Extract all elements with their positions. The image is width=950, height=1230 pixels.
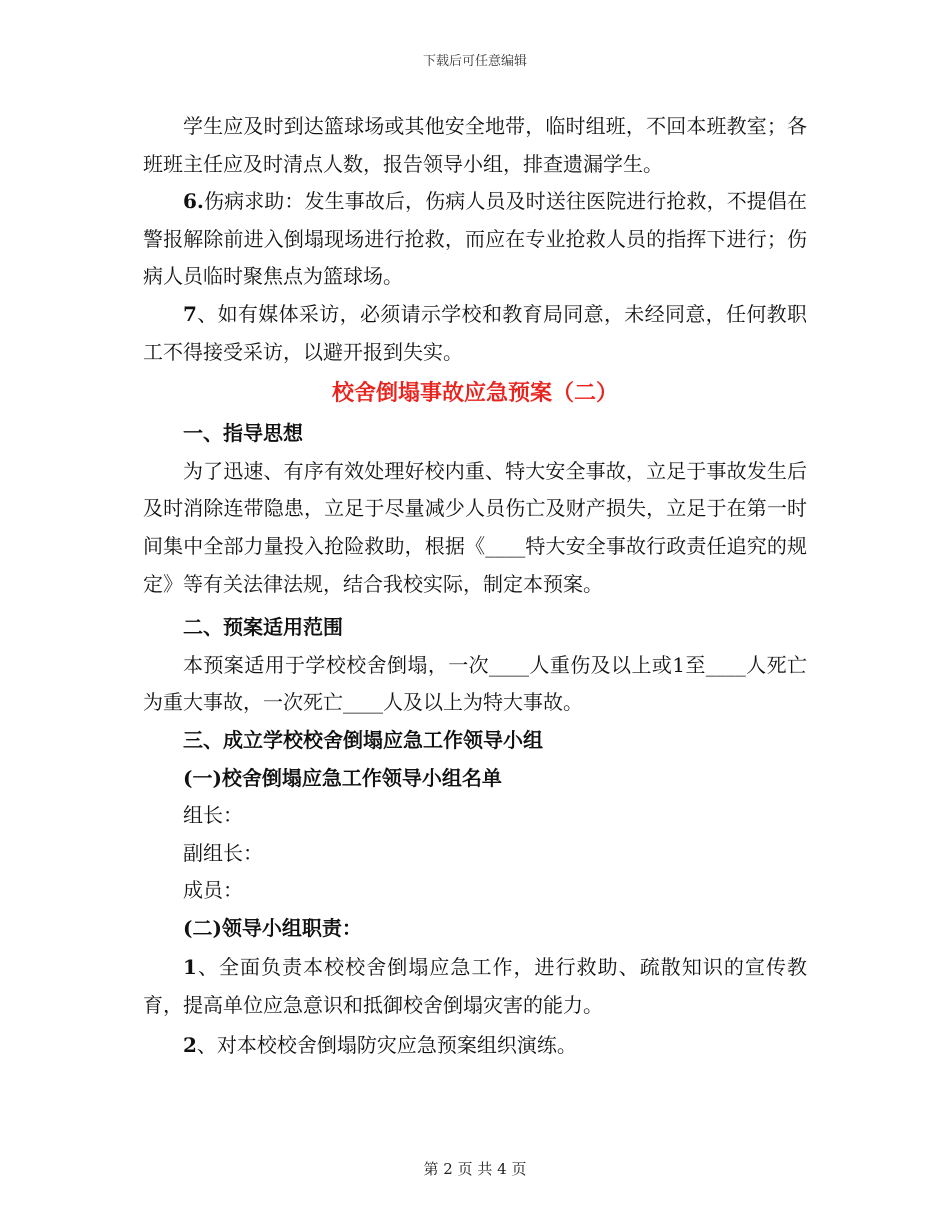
duty-number: 1 xyxy=(183,955,197,980)
duty-item xyxy=(143,1027,807,1065)
subsection-heading-member-list: (一)校舍倒塌应急工作领导小组名单 xyxy=(183,765,502,790)
duty-item xyxy=(143,949,807,1024)
subsection-heading-duties: (二)领导小组职责： xyxy=(183,915,362,940)
section-body-guiding-ideology: 为了迅速、有序有效处理好校内重、特大安全事故，立足于事故发生后及时消除连带隐患，立足于尽量减少人员伤亡及财产损失，立足于在第一时间集中全部力量投入抢险救助，根据《____特大安全事故行政责任追究的规定》等有关法律法规，结合我校实际，制定本预案。 xyxy=(143,458,807,596)
paragraph-text: 伤病求助：发生事故后，伤病人员及时送往医院进行抢救，不提倡在警报解除前进入倒塌现场进行抢救，而应在专业抢救人员的指挥下进行；伤病人员临时聚焦点为篮球场。 xyxy=(143,189,807,289)
paragraph-media xyxy=(143,296,807,371)
document-title: 校舍倒塌事故应急预案（二） xyxy=(331,380,618,407)
paragraph-evacuation xyxy=(143,108,807,183)
members-line: 成员： xyxy=(183,878,243,903)
vice-leader-line: 副组长： xyxy=(183,840,263,865)
leader-line: 组长： xyxy=(183,803,243,828)
section-heading-guiding-ideology: 一、指导思想 xyxy=(183,421,303,446)
section-heading-scope: 二、预案适用范围 xyxy=(183,615,343,640)
paragraph-number: 6. xyxy=(183,189,204,214)
paragraph-text: 学生应及时到达篮球场或其他安全地带，临时组班，不回本班教室；各班班主任应及时清点人数，报告领导小组，排查遗漏学生。 xyxy=(143,114,807,176)
section-body-scope: 本预案适用于学校校舍倒塌，一次____人重伤及以上或1至____人死亡为重大事故，一次死亡____人及以上为特大事故。 xyxy=(143,652,807,715)
paragraph-injury-help xyxy=(143,183,807,296)
duty-text: 、对本校校舍倒塌防灾应急预案组织演练。 xyxy=(196,1032,577,1057)
section-heading-leadership-group: 三、成立学校校舍倒塌应急工作领导小组 xyxy=(183,727,543,752)
document-body xyxy=(143,108,807,1064)
duty-number: 2 xyxy=(183,1032,197,1057)
page-footer: 第 2 页 共 4 页 xyxy=(423,1160,527,1178)
paragraph-text: 、如有媒体采访，必须请示学校和教育局同意，未经同意，任何教职工不得接受采访，以避开报到失实。 xyxy=(143,301,807,364)
paragraph-number: 7 xyxy=(183,301,197,326)
page-header-note: 下载后可任意编辑 xyxy=(422,54,527,69)
duty-text: 、全面负责本校校舍倒塌应急工作，进行救助、疏散知识的宣传教育，提高单位应急意识和抵御校舍倒塌灾害的能力。 xyxy=(143,955,807,1018)
